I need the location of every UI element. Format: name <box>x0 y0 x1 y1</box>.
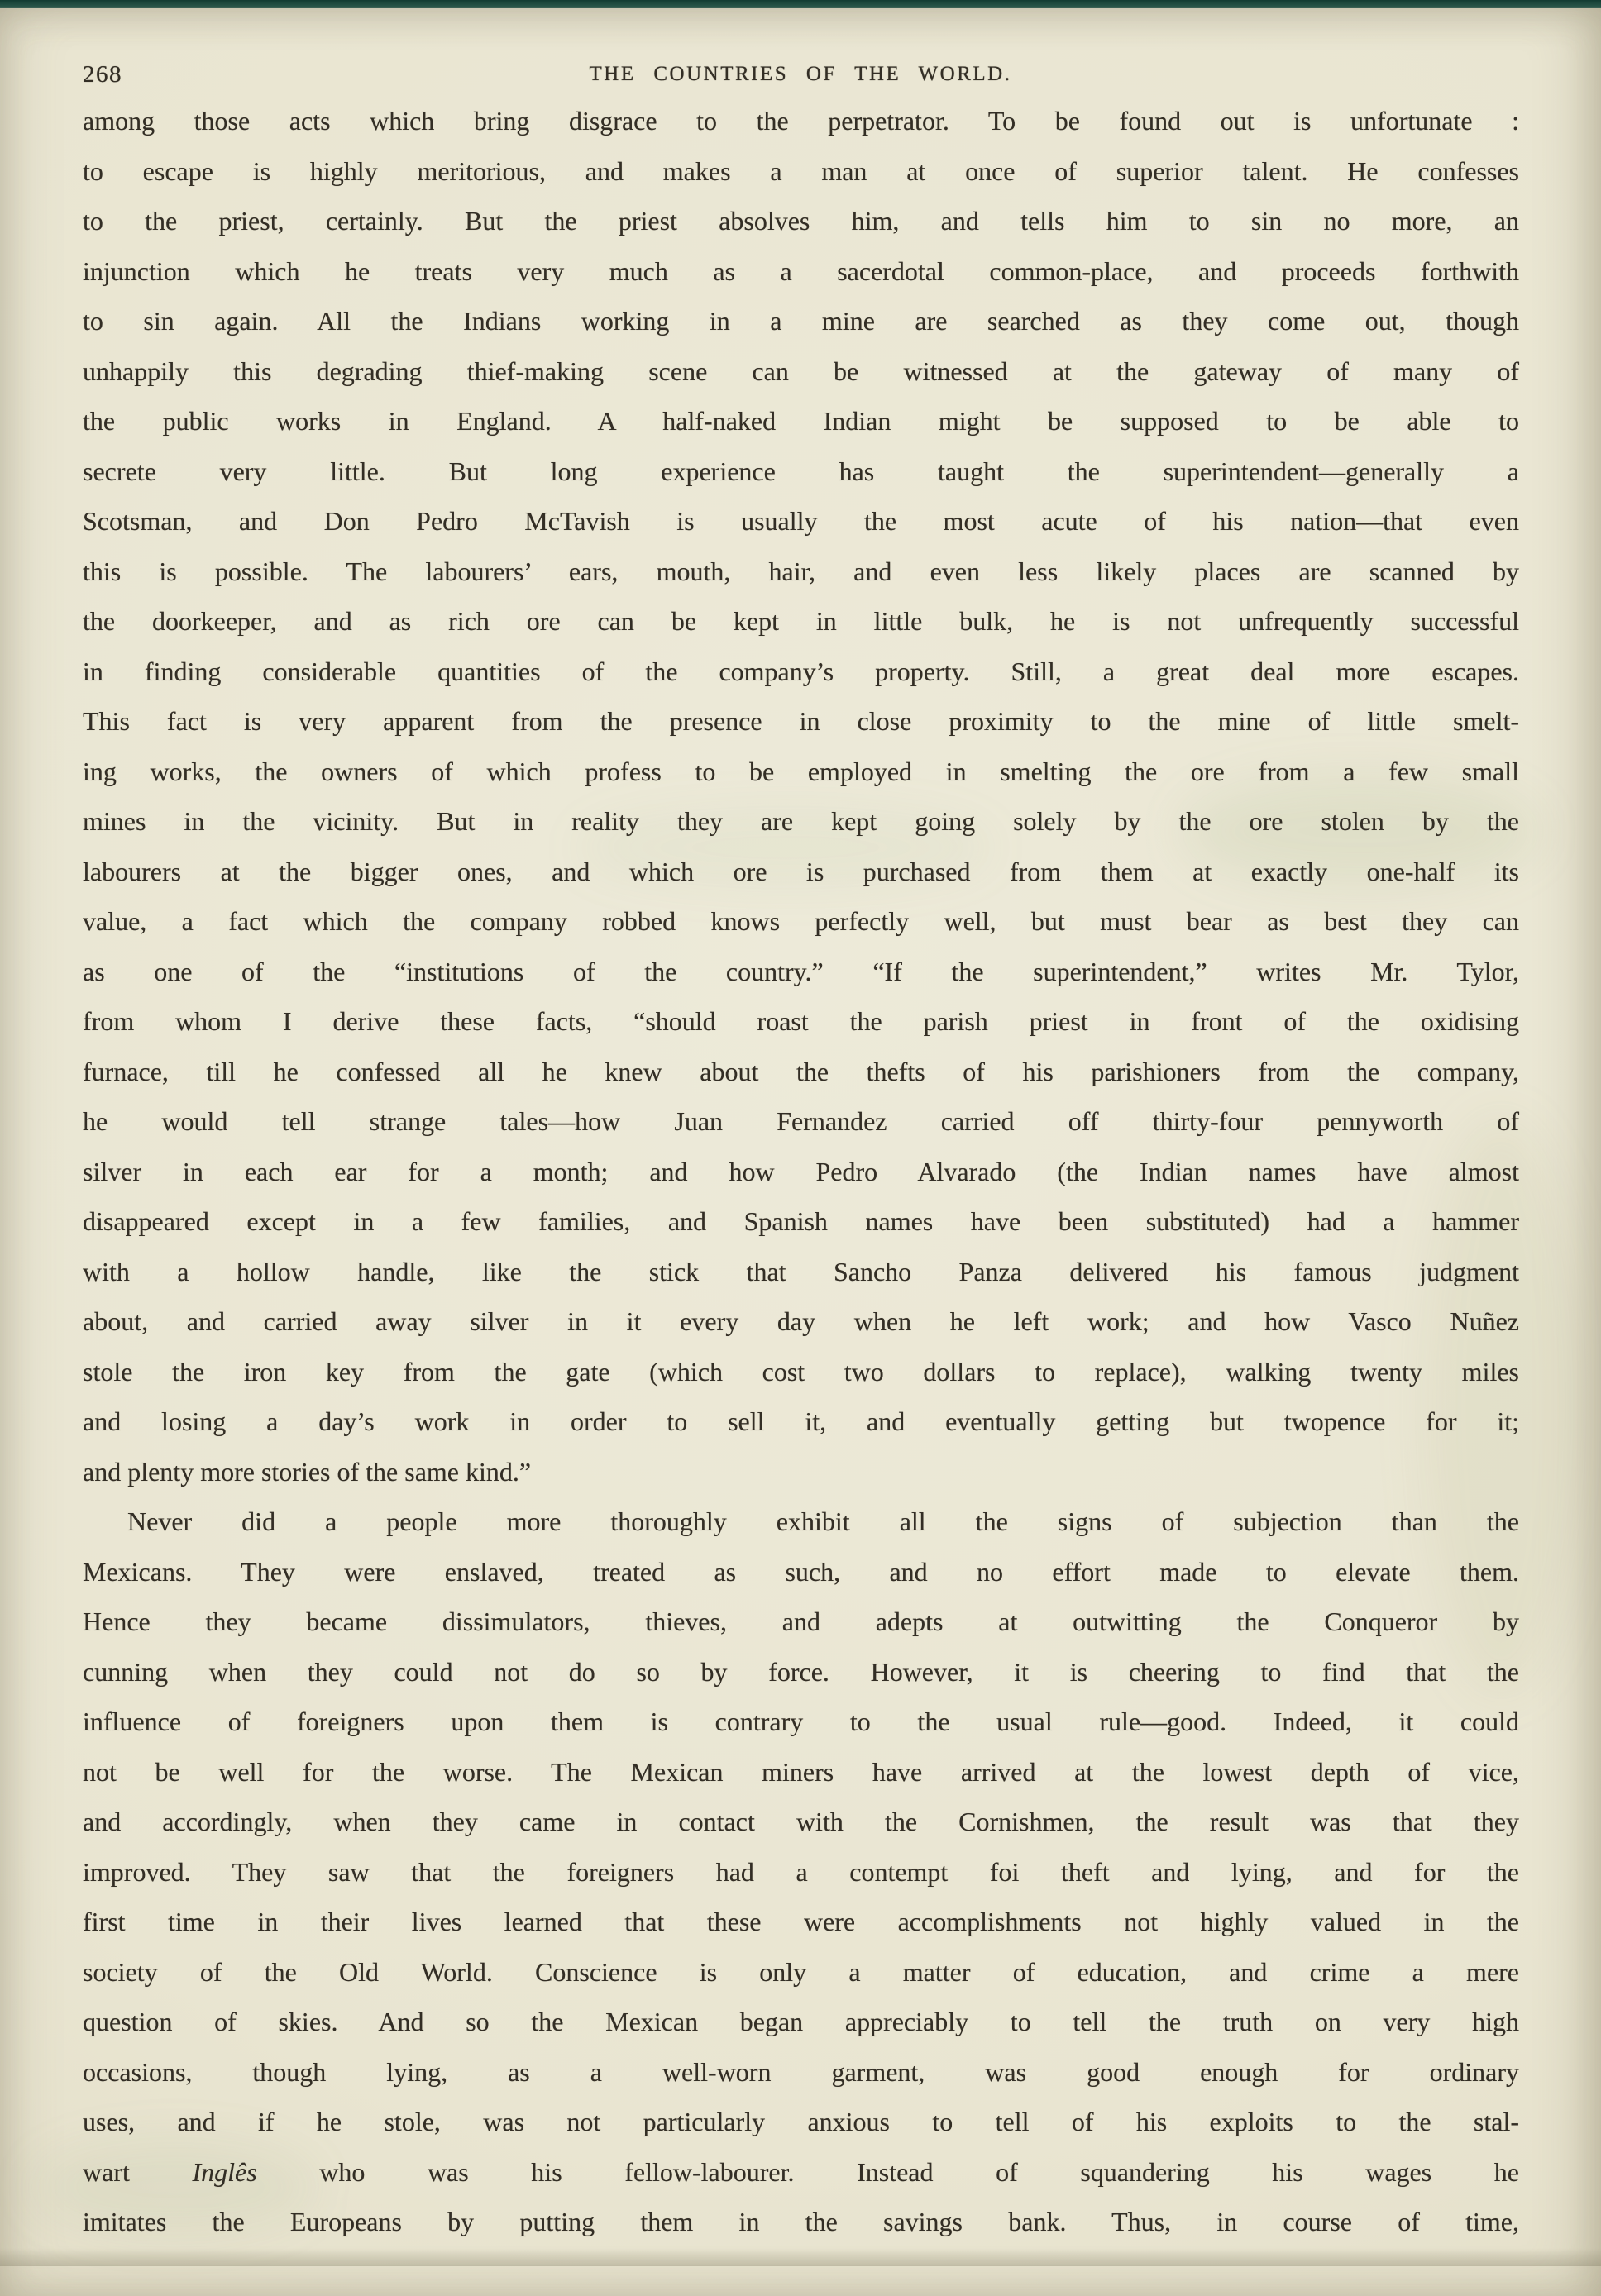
text-segment-italic: Inglês <box>192 2156 257 2187</box>
text-line: to sin again. All the Indians working in a mine are searched as they come out, though <box>83 306 1519 336</box>
body-text-column <box>83 96 1519 2247</box>
text-line: and losing a day’s work in order to sell it, and eventually getting but twopence for it; <box>83 1406 1519 1436</box>
text-line: improved. They saw that the foreigners had a contempt foi theft and lying, and for the <box>83 1856 1519 1887</box>
text-line: labourers at the bigger ones, and which ore is purchased from them at exactly one-half its <box>83 856 1519 886</box>
text-line: ing works, the owners of which profess to be employed in smelting the ore from a few small <box>83 756 1519 786</box>
text-line: influence of foreigners upon them is contrary to the usual rule—good. Indeed, it could <box>83 1706 1519 1736</box>
page-header <box>83 60 1518 94</box>
text-line <box>83 2147 1519 2198</box>
text-line: Scotsman, and Don Pedro McTavish is usually the most acute of his nation—that even <box>83 506 1519 536</box>
text-line: Mexicans. They were enslaved, treated as such, and no effort made to elevate them. <box>83 1556 1519 1587</box>
text-line: in finding considerable quantities of the company’s property. Still, a great deal more escapes. <box>83 656 1519 686</box>
page-number: 268 <box>83 61 122 88</box>
text-line: value, a fact which the company robbed knows perfectly well, but must bear as best they can <box>83 906 1519 936</box>
text-line: This fact is very apparent from the presence in close proximity to the mine of little smelt- <box>83 706 1519 736</box>
text-segment: wart <box>83 2156 193 2187</box>
text-line: unhappily this degrading thief-making scene can be witnessed at the gateway of many of <box>83 356 1519 386</box>
paper-bottom-shadow <box>0 2248 1601 2266</box>
text-line: stole the iron key from the gate (which cost two dollars to replace), walking twenty miles <box>83 1356 1519 1387</box>
text-line: about, and carried away silver in it every day when he left work; and how Vasco Nuñez <box>83 1306 1519 1336</box>
text-line: occasions, though lying, as a well-worn garment, was good enough for ordinary <box>83 2056 1519 2087</box>
running-head-title: THE COUNTRIES OF THE WORLD. <box>589 63 1012 85</box>
text-line: question of skies. And so the Mexican began appreciably to tell the truth on very high <box>83 2007 1519 2036</box>
text-line: the public works in England. A half-naked Indian might be supposed to be able to <box>83 406 1519 436</box>
text-line: to escape is highly meritorious, and makes a man at once of superior talent. He confesses <box>83 155 1519 186</box>
text-line: to the priest, certainly. But the priest absolves him, and tells him to sin no more, an <box>83 206 1519 236</box>
text-line: imitates the Europeans by putting them in the savings bank. Thus, in course of time, <box>83 2207 1519 2236</box>
text-line: he would tell strange tales—how Juan Fernandez carried off thirty-four pennyworth of <box>83 1106 1519 1136</box>
text-line: not be well for the worse. The Mexican miners have arrived at the lowest depth of vice, <box>83 1756 1519 1787</box>
text-line: this is possible. The labourers’ ears, mouth, hair, and even less likely places are scanned by <box>83 556 1519 586</box>
text-line: and accordingly, when they came in contact with the Cornishmen, the result was that they <box>83 1807 1519 1836</box>
text-line: Hence they became dissimulators, thieves, and adepts at outwitting the Conqueror by <box>83 1606 1519 1636</box>
text-line: first time in their lives learned that these were accomplishments not highly valued in the <box>83 1907 1519 1936</box>
scan-edge-top <box>0 0 1601 8</box>
text-line: mines in the vicinity. But in reality they are kept going solely by the ore stolen by the <box>83 806 1519 836</box>
scan-edge-bottom <box>0 2266 1601 2296</box>
text-line: uses, and if he stole, was not particularly anxious to tell of his exploits to the stal- <box>83 2107 1519 2136</box>
text-line: among those acts which bring disgrace to the perpetrator. To be found out is unfortunate : <box>83 106 1519 136</box>
text-line: with a hollow handle, like the stick that Sancho Panza delivered his famous judgment <box>83 1256 1519 1286</box>
text-line: cunning when they could not do so by force. However, it is cheering to find that the <box>83 1656 1519 1687</box>
text-line: silver in each ear for a month; and how Pedro Alvarado (the Indian names have almost <box>83 1156 1519 1186</box>
text-line: and plenty more stories of the same kind.” <box>83 1456 532 1487</box>
text-line: society of the Old World. Conscience is only a matter of education, and crime a mere <box>83 1956 1519 1987</box>
text-line: furnace, till he confessed all he knew about the thefts of his parishioners from the company, <box>83 1056 1519 1086</box>
text-line: disappeared except in a few families, and Spanish names have been substituted) had a hammer <box>83 1206 1519 1236</box>
text-line: Never did a people more thoroughly exhibit all the signs of subjection than the <box>127 1506 1519 1536</box>
text-line: secrete very little. But long experience has taught the superintendent—generally a <box>83 456 1519 486</box>
text-line: the doorkeeper, and as rich ore can be kept in little bulk, he is not unfrequently successful <box>83 606 1519 636</box>
text-line: from whom I derive these facts, “should roast the parish priest in front of the oxidising <box>83 1006 1519 1036</box>
text-segment: who was his fellow-labourer. Instead of squandering his wages he <box>256 2156 1520 2187</box>
text-line: injunction which he treats very much as a sacerdotal common-place, and proceeds forthwith <box>83 255 1519 286</box>
text-line: as one of the “institutions of the country.” “If the superintendent,” writes Mr. Tylor, <box>83 956 1519 986</box>
